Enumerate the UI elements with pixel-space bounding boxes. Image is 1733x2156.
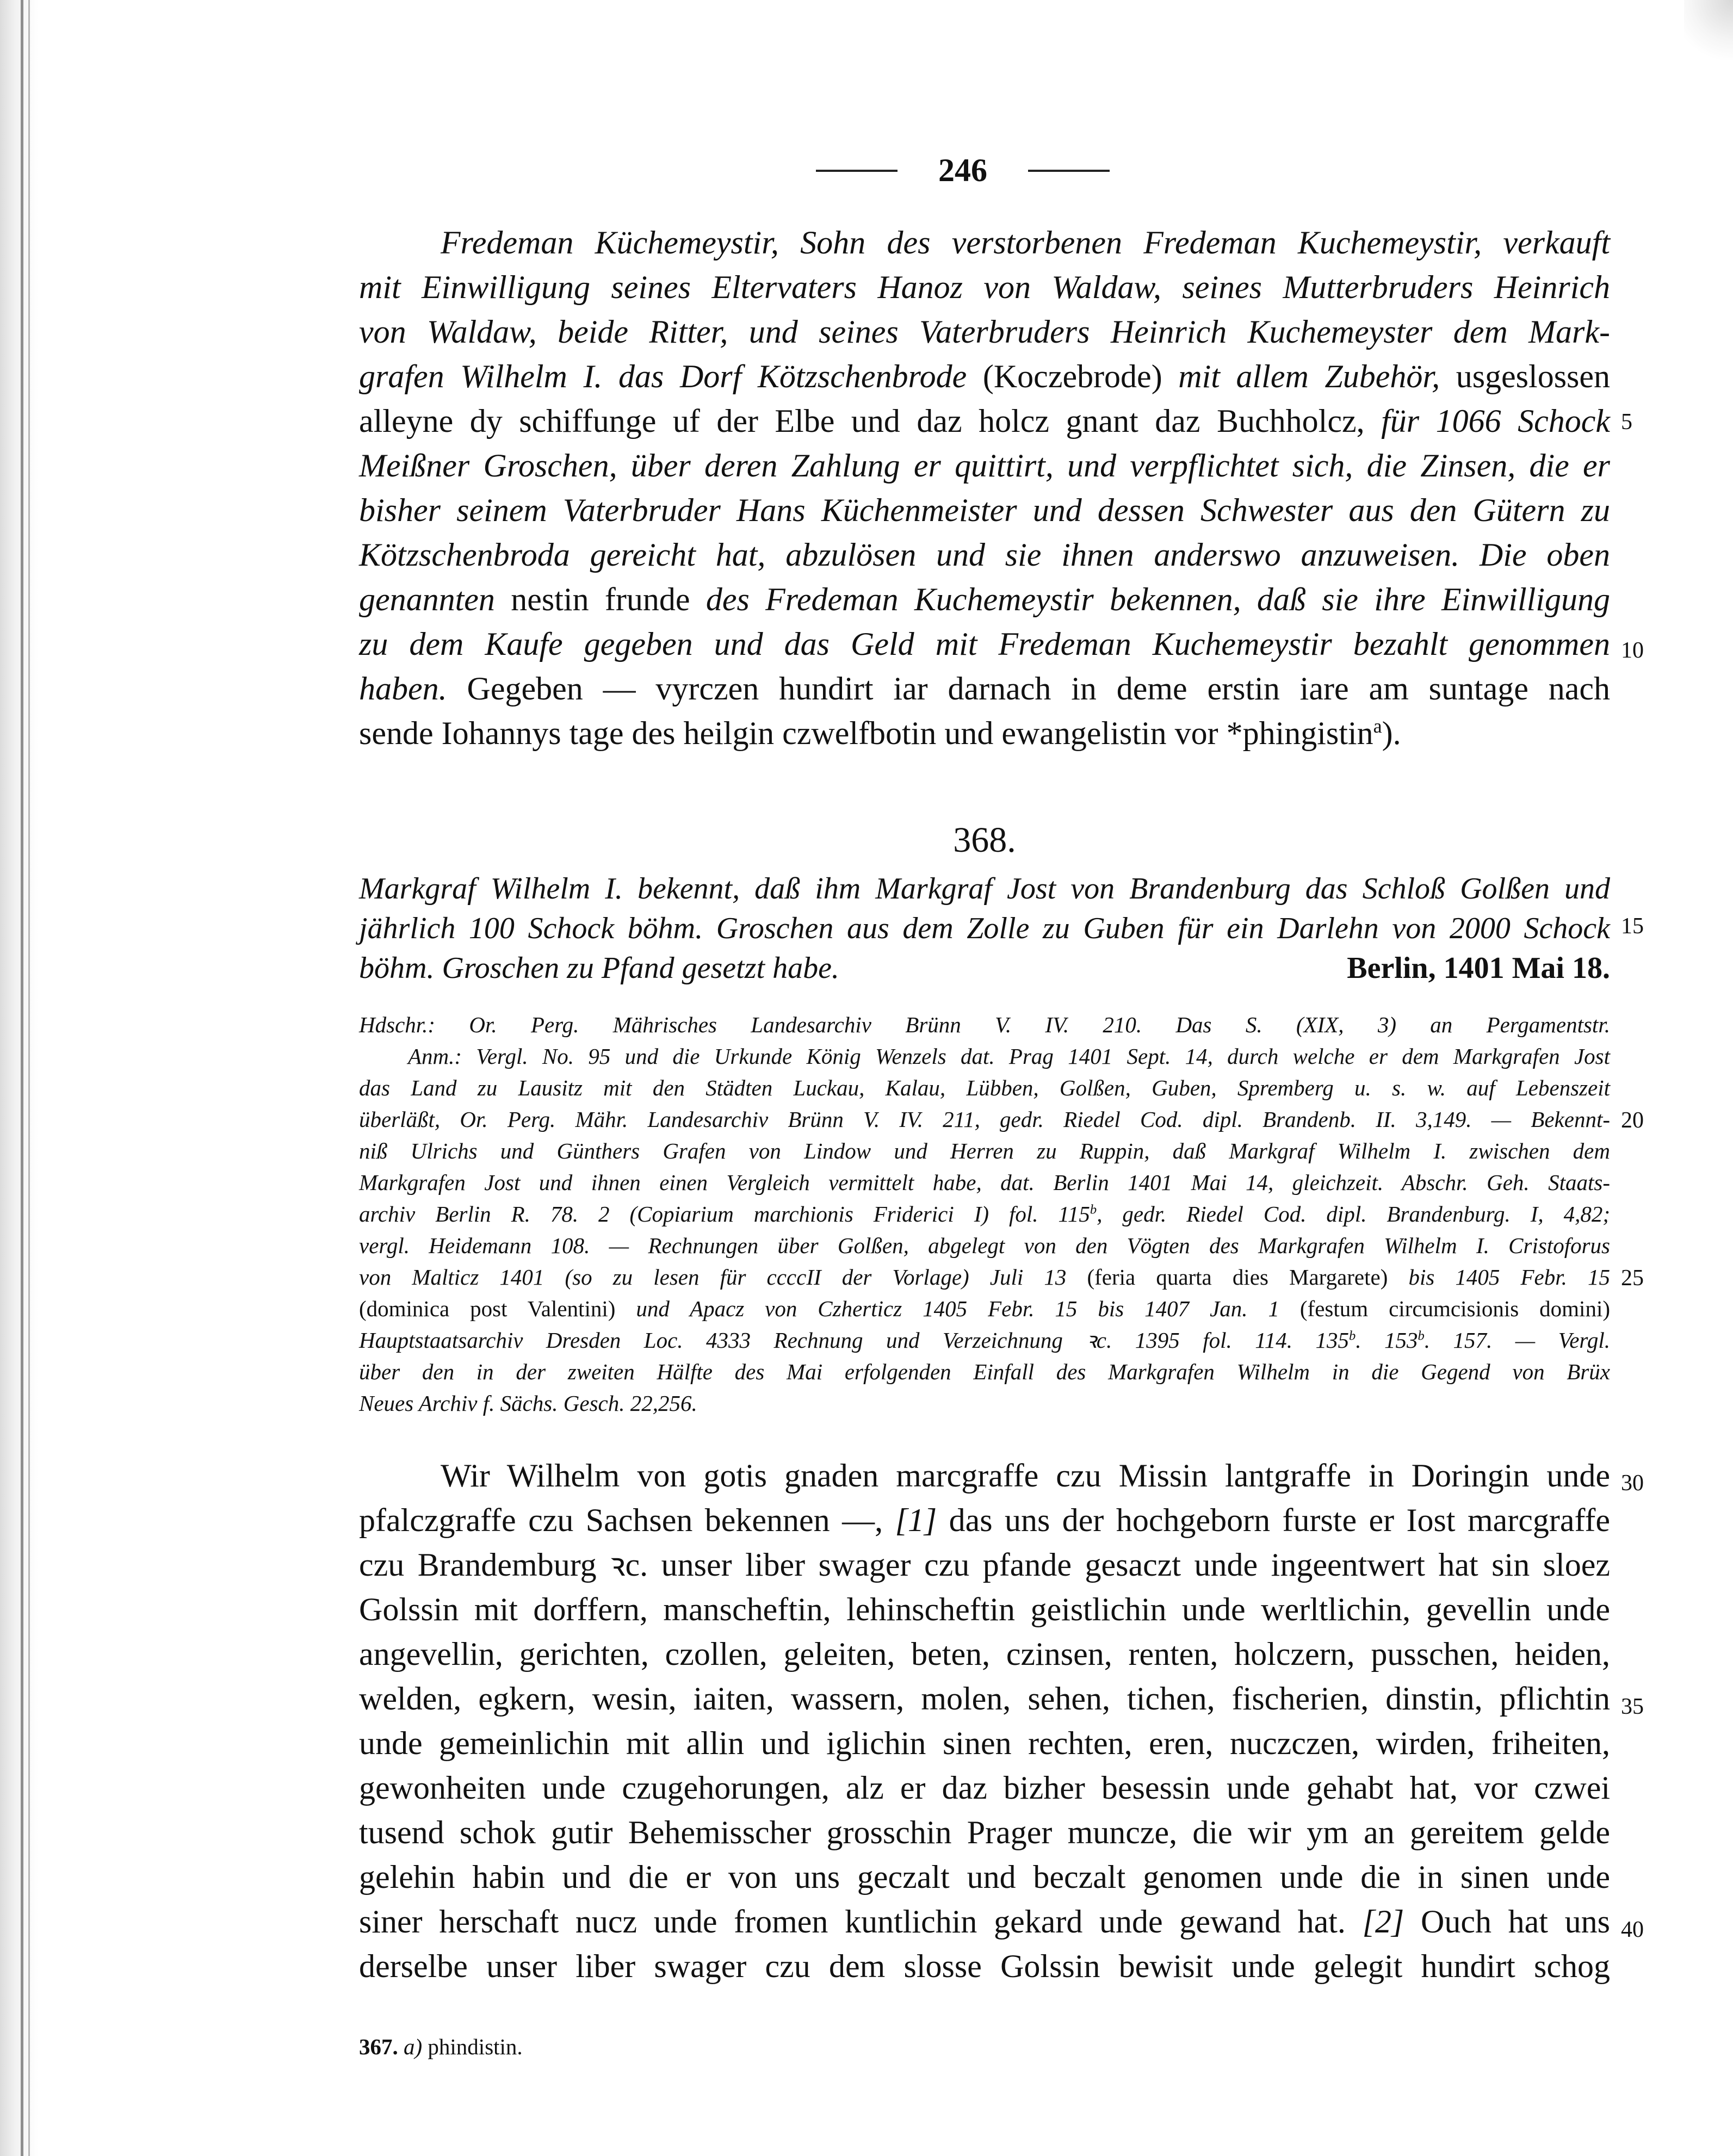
text-segment: des Fredeman Kuchemeystir bekennen, daß sie ihre Einwilligung xyxy=(705,581,1611,617)
margin-line-number: 30 xyxy=(1621,1471,1644,1496)
apparatus-line xyxy=(359,1293,1610,1324)
apparatus-line xyxy=(359,1261,1610,1293)
apparatus-line xyxy=(359,1104,1610,1135)
text-line xyxy=(359,1453,1610,1498)
text-segment: unde gemeinlichin mit allin und iglichin sinen rechten, eren, nuczczen, wirden, friheiten, xyxy=(359,1725,1610,1761)
text-segment: siner herschaft nucz unde fromen kuntlichin gekard unde gewand hat. xyxy=(359,1904,1363,1940)
apparatus-line xyxy=(359,1356,1610,1387)
text-segment: mit allem Zubehör, xyxy=(1178,358,1456,394)
text-segment: Golssin mit dorffern, manscheftin, lehinscheftin geistlichin unde werltlichin, gevellin unde xyxy=(359,1591,1610,1627)
margin-line-number: 10 xyxy=(1621,638,1644,663)
text-line xyxy=(359,1899,1610,1944)
doc-368-text xyxy=(359,1453,1610,1997)
regest-line: jährlich 100 Schock böhm. Groschen aus dem Zolle zu Guben für ein Darlehn von 2000 Schock xyxy=(359,912,1610,945)
text-segment: haben. xyxy=(359,671,467,707)
text-line xyxy=(359,1765,1610,1810)
text-segment: welden, egkern, wesin, iaiten, wassern, molen, sehen, tichen, fischerien, dinstin, pflichtin xyxy=(359,1681,1610,1717)
text-segment: Gegeben — vyrczen hundirt iar darnach in deme erstin iare am suntage nach xyxy=(467,671,1610,707)
text-segment: czu Brandemburg ꝛc. unser liber swager czu pfande gesaczt unde ingeentwert hat sin sloez xyxy=(359,1547,1610,1583)
superscript: b xyxy=(1418,1328,1425,1343)
superscript: b xyxy=(1090,1202,1097,1217)
text-segment: , gedr. Riedel Cod. dipl. Brandenburg. I, 4,82; xyxy=(1097,1201,1611,1226)
text-line xyxy=(359,622,1610,666)
text-line xyxy=(359,711,1610,755)
margin-line-number: 25 xyxy=(1621,1266,1644,1291)
text-segment: pfalczgraffe czu Sachsen bekennen —, xyxy=(359,1502,895,1538)
apparatus-line xyxy=(359,1387,1610,1419)
text-line xyxy=(359,532,1610,577)
text-line xyxy=(359,666,1610,711)
text-line xyxy=(359,1855,1610,1899)
text-segment: Fredeman Küchemeystir, Sohn des verstorbenen Fredeman Kuchemeystir, verkauft xyxy=(441,225,1610,261)
regest-line-last xyxy=(359,949,1610,988)
text-line xyxy=(359,1632,1610,1676)
text-segment: usgeslossen xyxy=(1456,358,1611,394)
doc-368-regest xyxy=(359,869,1610,994)
text-segment: niß Ulrichs und Günthers Grafen von Lindow und Herren zu Ruppin, daß Markgraf Wilhelm I. zwischen dem xyxy=(359,1138,1610,1163)
apparatus-line xyxy=(359,1167,1610,1198)
text-segment: tusend schok gutir Behemisscher grosschin Prager muncze, die wir ym an gereitem gelde xyxy=(359,1814,1610,1850)
text-segment: für 1066 Schock xyxy=(1381,403,1610,439)
apparatus-line xyxy=(359,1198,1610,1230)
text-segment: überläßt, Or. Perg. Mähr. Landesarchiv Brünn V. IV. 211, gedr. Riedel Cod. dipl. Brandenb. II. 3,149. — Bekennt- xyxy=(359,1107,1610,1132)
text-line xyxy=(359,443,1610,488)
text-line xyxy=(359,1587,1610,1632)
text-segment: Kötzschenbroda gereicht hat, abzulösen und sie ihnen anderswo anzuweisen. Die oben xyxy=(359,537,1610,573)
text-segment: mit Einwilligung seines Eltervaters Hanoz von Waldaw, seines Mutterbruders Heinrich xyxy=(359,269,1610,305)
text-line xyxy=(359,577,1610,622)
text-segment: von Waldaw, beide Ritter, und seines Vaterbruders Heinrich Kuchemeyster dem Mark- xyxy=(359,314,1610,350)
doc-368-apparatus xyxy=(359,1009,1610,1422)
header-dash-right xyxy=(1028,170,1110,172)
text-line xyxy=(359,265,1610,309)
page-header xyxy=(816,146,1110,195)
apparatus-line xyxy=(359,1040,1610,1072)
footnote-label: a) xyxy=(404,2034,423,2059)
text-segment: zu dem Kaufe gegeben und das Geld mit Fredeman Kuchemeystir bezahlt genommen xyxy=(359,626,1610,662)
regest-line: böhm. Groschen zu Pfand gesetzt habe. xyxy=(359,951,839,985)
text-segment: Neues Archiv f. Sächs. Gesch. 22,256. xyxy=(359,1391,697,1416)
text-segment: ). xyxy=(1382,715,1401,751)
text-line xyxy=(359,1498,1610,1542)
text-segment: derselbe unser liber swager czu dem slosse Golssin bewisit unde gelegit hundirt schog xyxy=(359,1948,1610,1984)
text-segment: (dominica post Valentini) xyxy=(359,1296,636,1321)
text-segment: grafen Wilhelm I. das Dorf Kötzschenbrode xyxy=(359,358,983,394)
text-segment: archiv Berlin R. 78. 2 (Copiarium marchionis Friderici I) fol. 115 xyxy=(359,1201,1090,1226)
superscript: b xyxy=(1348,1328,1356,1343)
apparatus-line xyxy=(359,1009,1610,1040)
text-segment: genannten xyxy=(359,581,511,617)
text-segment: Ouch hat uns xyxy=(1421,1904,1610,1940)
text-line xyxy=(359,488,1610,532)
footnote-text: phindistin. xyxy=(428,2034,523,2059)
text-segment: bis 1405 Febr. 15 xyxy=(1408,1265,1611,1290)
text-segment: (festum circumcisionis domini) xyxy=(1299,1296,1610,1321)
text-segment: gelehin habin und die er von uns geczalt und beczalt genomen unde die in sinen unde xyxy=(359,1859,1610,1895)
document-number: 368. xyxy=(953,820,1016,860)
text-segment: das uns der hochgeborn furste er Iost marcgraffe xyxy=(949,1502,1610,1538)
text-line xyxy=(359,399,1610,443)
superscript: a xyxy=(1373,715,1382,737)
text-line xyxy=(359,354,1610,399)
text-segment: [1] xyxy=(895,1502,949,1538)
footnote-ref: 367. xyxy=(359,2034,398,2059)
page-number: 246 xyxy=(938,152,987,188)
text-segment: Meißner Groschen, über deren Zahlung er quittirt, und verpflichtet sich, die Zinsen, die er xyxy=(359,448,1610,484)
margin-line-number: 5 xyxy=(1621,410,1632,435)
text-line xyxy=(359,1944,1610,1988)
text-line xyxy=(359,1810,1610,1855)
text-segment: von Malticz 1401 (so zu lesen für ccccII der Vorlage) Juli 13 xyxy=(359,1265,1087,1290)
text-segment: gewonheiten unde czugehorungen, alz er daz bizher besessin unde gehabt hat, vor czwei xyxy=(359,1770,1610,1806)
scan-edge-line xyxy=(28,0,30,2156)
margin-line-number: 40 xyxy=(1621,1917,1644,1942)
regest-line: Markgraf Wilhelm I. bekennt, daß ihm Markgraf Jost von Brandenburg das Schloß Golßen und xyxy=(359,872,1610,906)
text-segment: Wir Wilhelm von gotis gnaden marcgraffe czu Missin lantgraffe in Doringin unde xyxy=(441,1458,1610,1494)
text-segment: . 153 xyxy=(1356,1328,1418,1353)
text-segment: Markgrafen Jost und ihnen einen Vergleich vermittelt habe, dat. Berlin 1401 Mai 14, gleichzeit. Abschr. Geh. Staats- xyxy=(359,1170,1610,1195)
text-segment: das Land zu Lausitz mit den Städten Luckau, Kalau, Lübben, Golßen, Guben, Spremberg u. s. w. auf Lebenszeit xyxy=(359,1075,1610,1100)
text-segment: und Apacz von Czherticz 1405 Febr. 15 bis 1407 Jan. 1 xyxy=(636,1296,1300,1321)
text-segment: Hdschr.: Or. Perg. Mährisches Landesarchiv Brünn V. IV. 210. Das S. (XIX, 3) an Pergamentstr. xyxy=(359,1012,1610,1037)
scan-left-edge xyxy=(0,0,60,2156)
text-line xyxy=(359,1721,1610,1765)
footnote xyxy=(359,2030,523,2063)
text-line xyxy=(359,1542,1610,1587)
scan-edge-line xyxy=(21,0,23,2156)
doc-367-text xyxy=(359,220,1610,759)
text-line xyxy=(359,1676,1610,1721)
apparatus-line xyxy=(359,1230,1610,1261)
margin-line-number: 20 xyxy=(1621,1108,1644,1133)
text-segment: (feria quarta dies Margarete) xyxy=(1087,1265,1409,1290)
apparatus-line xyxy=(359,1135,1610,1167)
text-segment: [2] xyxy=(1362,1904,1421,1940)
text-segment: alleyne dy schiffunge uf der Elbe und daz holcz gnant daz Buchholcz, xyxy=(359,403,1382,439)
text-segment: . 157. — Vergl. xyxy=(1424,1328,1611,1353)
text-line xyxy=(359,309,1610,354)
place-date: Berlin, 1401 Mai 18. xyxy=(1347,951,1610,985)
text-segment: über den in der zweiten Hälfte des Mai erfolgenden Einfall des Markgrafen Wilhelm in die Gegend von Brüx xyxy=(359,1359,1610,1384)
margin-line-number: 15 xyxy=(1621,914,1644,939)
text-segment: sende Iohannys tage des heilgin czwelfbotin und ewangelistin vor *phingistin xyxy=(359,715,1373,751)
text-segment: Anm.: Vergl. No. 95 und die Urkunde König Wenzels dat. Prag 1401 Sept. 14, durch welche er dem Markgrafen Jost xyxy=(408,1044,1610,1069)
apparatus-line xyxy=(359,1072,1610,1104)
text-segment: (Koczebrode) xyxy=(982,358,1179,394)
margin-line-number: 35 xyxy=(1621,1694,1644,1719)
text-segment: angevellin, gerichten, czollen, geleiten, beten, czinsen, renten, holczern, pusschen, heiden, xyxy=(359,1636,1610,1672)
text-line xyxy=(359,220,1610,265)
text-segment: bisher seinem Vaterbruder Hans Küchenmeister und dessen Schwester aus den Gütern zu xyxy=(359,492,1610,528)
text-segment: nestin frunde xyxy=(511,581,706,617)
apparatus-line xyxy=(359,1324,1610,1356)
text-segment: vergl. Heidemann 108. — Rechnungen über Golßen, abgelegt von den Vögten des Markgrafen Wilhelm I. Cristoforus xyxy=(359,1233,1610,1258)
scan-corner-smudge xyxy=(1684,0,1733,60)
text-segment: Hauptstaatsarchiv Dresden Loc. 4333 Rechnung und Verzeichnung ꝛc. 1395 fol. 114. 135 xyxy=(359,1328,1349,1353)
